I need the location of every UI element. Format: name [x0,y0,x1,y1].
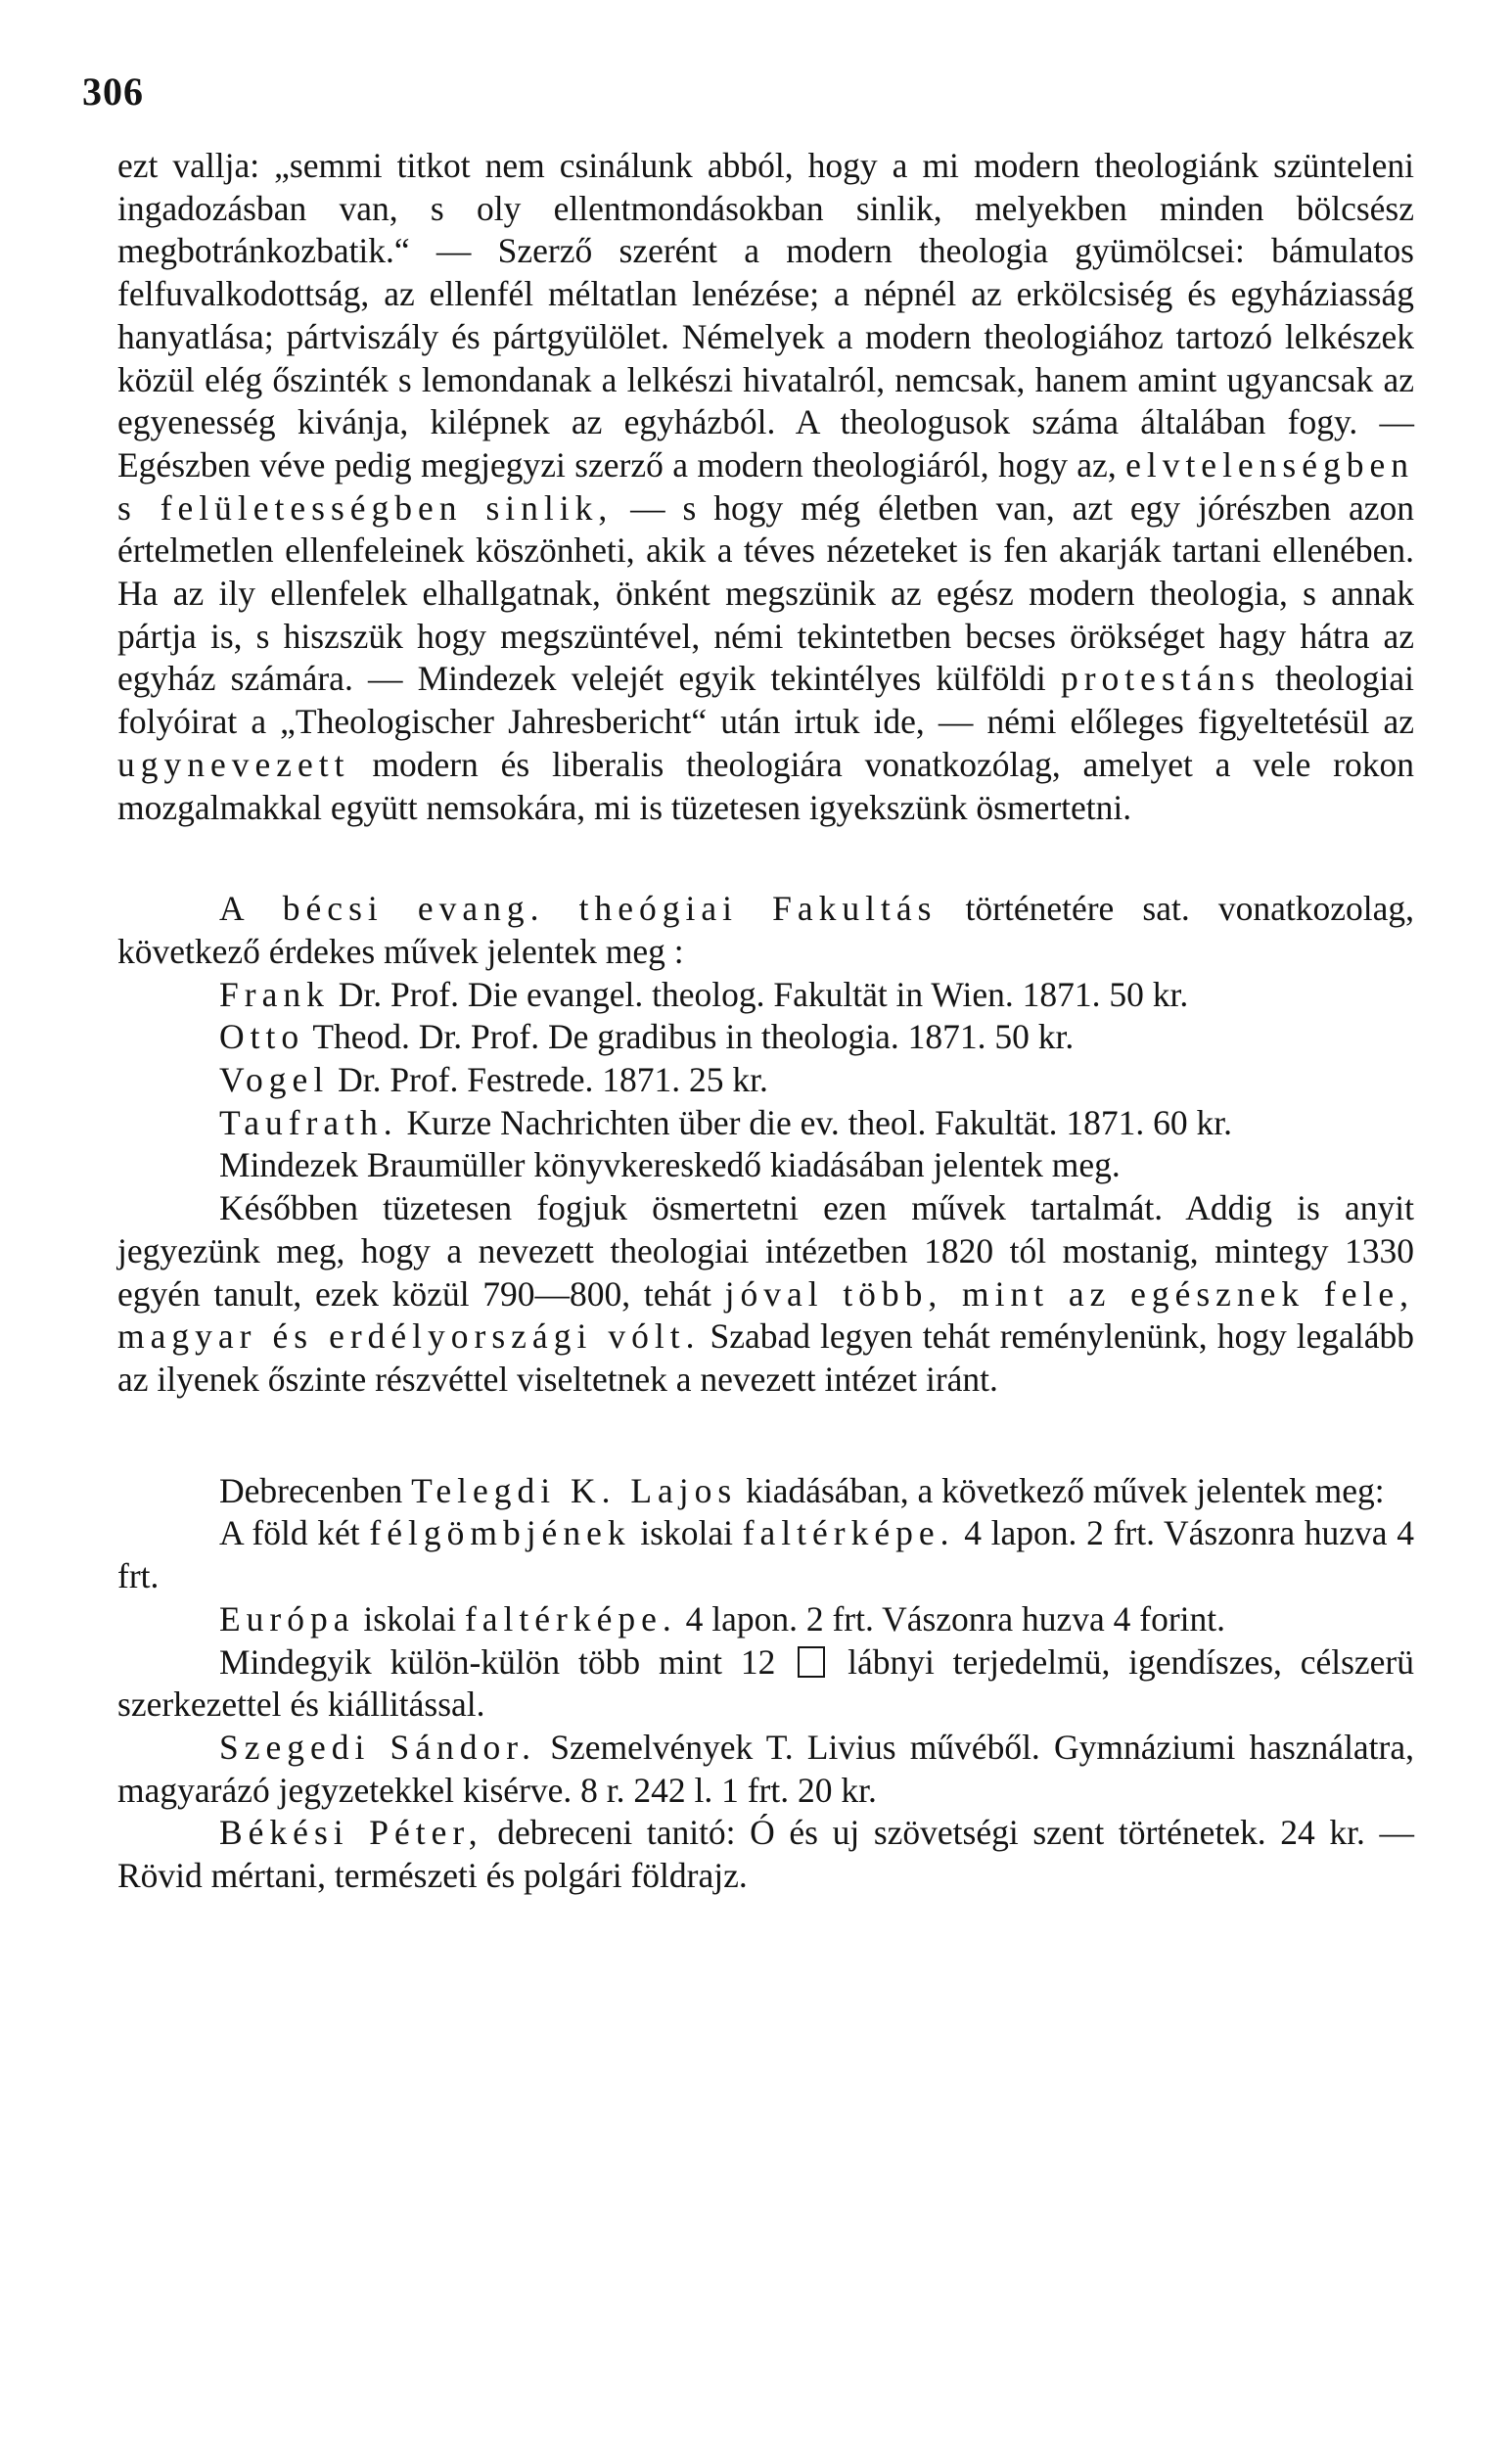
text-run: A föld két [219,1513,360,1553]
author-name: Szegedi Sándor. [219,1727,537,1767]
text-run: Mindegyik külön-külön több mint 12 [219,1641,776,1682]
emphasis-run: faltérképe. [464,1598,677,1639]
text-run: lábnyi terjedelmü, igendíszes, célszerü szerkezettel és kiállitással. [117,1641,1415,1725]
text-run: Debrecenben [219,1470,403,1510]
text-run: Mindezek Braumüller könyvkereskedő kiadásában jelentek meg. [219,1145,1121,1185]
paragraph-vienna-faculty [117,888,1414,973]
bibliography-entry [117,974,1414,1017]
text-run: Szemelvények T. Livius művéből. Gymnáziumi használatra, magyarázó jegyzetekkel kisérve. 8 r. 242 l. 1 frt. 20 kr. [117,1727,1414,1810]
paragraph-publisher-note [117,1144,1414,1187]
publication-entry [117,1727,1414,1812]
text-run: debreceni tanitó: Ó és uj szövetségi szent történetek. 24 kr. — Rövid mértani, természeti és polgári földrajz. [117,1813,1415,1896]
emphasis-run: faltérképe. [742,1513,955,1553]
bibliography-entry [117,1059,1414,1102]
section-gap [117,829,1414,888]
emphasis-run: Telegdi K. Lajos [411,1470,738,1510]
paragraph-student-count [117,1187,1414,1402]
entry-text: Dr. Prof. Festrede. 1871. 25 kr. [338,1060,768,1100]
text-run: modern és liberalis theologiára vonatkozólag, amelyet a vele rokon mozgalmakkal együtt nemsokára, mi is tüzetesen igyekszünk ösmertetni. [117,744,1415,827]
publication-entry [117,1641,1414,1727]
emphasis-run: A bécsi evang. theógiai Fakultás [219,889,938,929]
emphasis-run: elvtelenségben s felületességben sinlik, [117,444,1415,528]
section-gap [117,1402,1414,1470]
text-run: történetére sat. vonatkozolag, következő érdekes művek jelentek meg : [117,889,1414,971]
entry-text: Kurze Nachrichten über die ev. theol. Fakultät. 1871. 60 kr. [406,1102,1233,1142]
text-run: 4 lapon. 2 frt. Vászonra huzva 4 frt. [117,1513,1415,1596]
author-name: Otto [219,1017,305,1057]
text-run: ezt vallja: „semmi titkot nem csinálunk abból, hogy a mi modern theologiánk szünteleni ingadozásban van, s oly ellentmondásokban sinlik, melyekben minden bölcsész megbotránkozbatik.“ — Szerző szerént a modern theologia gyümölcsei: bámulatos felfuvalkodottság, az ellenfél méltatlan lenézése; a népnél az erkölcsiség és egyháziasság hanyatlása; pártviszály és pártgyülölet. Némelyek a modern theologiához tartozó lelkészek közül elég őszinték s lemondanak a lelkészi hivatalról, nemcsak, hanem amint ugyancsak az egyenesség kivánja, kilépnek az egyházból. A theologusok száma általában fogy. — Egészben véve pedig megjegyzi szerző a modern theologiáról, hogy az, [117,146,1414,485]
text-run: iskolai [363,1598,457,1639]
text-run: Szabad legyen tehát reménylenünk, hogy legalább az ilyenek őszinte részvéttel viseltetnek a nevezett intézet iránt. [117,1316,1414,1399]
author-name: Békési Péter, [219,1813,483,1853]
text-run: iskolai [640,1513,733,1553]
publication-entry [117,1512,1414,1597]
text-run: 4 lapon. 2 frt. Vászonra huzva 4 forint. [685,1598,1226,1639]
bibliography-entry [117,1016,1414,1059]
emphasis-run: jóval több, mint az egésznek fele, magyar és erdélyországi vólt. [117,1273,1414,1357]
author-name: Taufrath. [219,1102,398,1142]
bibliography-entry [117,1102,1414,1145]
paragraph-debrecen-publications [117,1470,1414,1513]
text-run: theologiai folyóirat a „Theologischer Jahresbericht“ után irtuk ide, — némi előleges figyeltetésül az [117,659,1415,742]
publication-entry [117,1812,1414,1897]
text-run: Későbben tüzetesen fogjuk ösmertetni ezen művek tartalmát. Addig is anyit jegyezünk meg, hogy a nevezett theologiai intézetben 1820 tól mostanig, mintegy 1330 egyén tanult, ezek közül 790—800, tehát [117,1188,1414,1314]
text-run: kiadásában, a következő művek jelentek meg: [746,1470,1385,1510]
body-text [117,145,1414,1898]
entry-text: Theod. Dr. Prof. De gradibus in theologia. 1871. 50 kr. [312,1017,1075,1057]
square-foot-symbol-icon [798,1646,825,1678]
entry-text: Dr. Prof. Die evangel. theolog. Fakultät in Wien. 1871. 50 kr. [338,974,1189,1014]
page-number: 306 [82,69,144,114]
emphasis-run: Európa [219,1598,355,1639]
publication-entry [117,1598,1414,1641]
text-run: — s hogy még életben van, azt egy jórészben azon értelmetlen ellenfeleinek köszönheti, akik a téves nézeteket is fen akarják tartani ellenében. Ha az ily ellenfelek elhallgatnak, önként megszünik az egész modern theologia, s annak pártja is, s hiszszük hogy megszüntével, némi tekintetben becses örökséget hagy hátra az egyház számára. — Mindezek velejét egyik tekintélyes külföldi [117,487,1415,699]
author-name: Vogel [219,1060,330,1100]
author-name: Frank [219,974,330,1014]
paragraph-modern-theology [117,145,1414,829]
emphasis-run: ugynevezett [117,744,350,784]
emphasis-run: protestáns [1060,659,1260,699]
emphasis-run: félgömbjének [369,1513,631,1553]
